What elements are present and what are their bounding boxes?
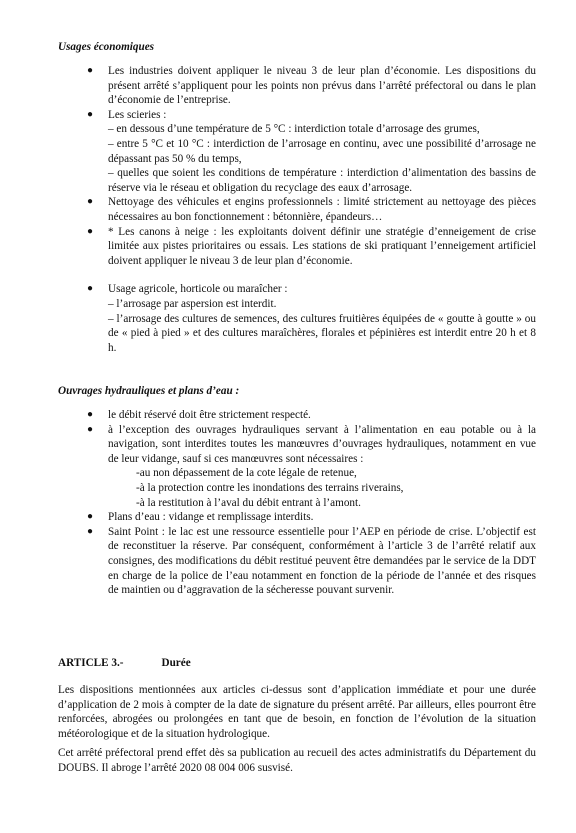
bullet-icon: ● [87,225,94,237]
list-item-canons-neige: ● * Les canons à neige : les exploitants doivent définir une stratégie d’enneigement de crise limitée aux pistes prioritaires ou essais. Les stations de ski pratiquant l’enneigement artificiel doivent appliquer le niveau 3 de leur plan d’économie. [87,225,536,267]
article-number: ARTICLE 3.- [58,657,124,669]
list-item-saint-point: ● Saint Point : le lac est une ressource essentielle pour l’AEP en période de crise. L’objectif est de reconstituer la réserve. Par conséquent, conformément à l’article 3 de l’arrêté relatif aux consignes, des modifications du débit restitué peuvent être demandées par le service de la DDT en charge de la police de l’eau notamment en fonction de la période de l’année et des risques de maintien ou d’aggravation de la sécheresse pouvant survenir. [87,525,536,597]
list-item-plans-eau: ● Plans d’eau : vidange et remplissage interdits. [87,511,314,524]
list-item-scieries: ● Les scieries : – en dessous d’une température de 5 °C : interdiction totale d’arrosage des grumes, – entre 5 °C et 10 °C : interdiction de l’arrosage en continu, avec une possibilité d’arrosage ne dépassant pas 50 % du temps, – quelles que soient les conditions de température : interdiction d’alimentation des bassins de réserve via le réseau et obligation du recyclage des eaux d’arrosage. [87,108,536,194]
article-paragraph-1: Les dispositions mentionnées aux articles ci-dessus sont d’application immédiate et pour une durée d’application de 2 mois à compter de la date de signature du présent arrêté. Par ailleurs, elles pourront être renforcées, abrogées ou prolongées en tant que de besoin, en fonction de l’évolution de la situation météorologique et de la situation hydrologique. [58,684,536,740]
list-item-industries: ● Les industries doivent appliquer le niveau 3 de leur plan d’économie. Les dispositions du présent arrêté s’appliquent pour les points non prévus dans l’arrêté préfectoral ou dans le plan d’économie de l’entreprise. [87,65,536,107]
bullet-icon: ● [87,525,94,537]
article-paragraph-2: Cet arrêté préfectoral prend effet dès sa publication au recueil des actes administratifs du Département du DOUBS. Il abroge l’arrêté 2020 08 004 006 susvisé. [58,747,536,774]
article-heading [58,656,191,671]
usages-list [58,64,536,355]
bullet-icon: ● [87,108,94,120]
bullet-icon: ● [87,283,94,295]
article-title: Durée [161,657,191,669]
bullet-icon: ● [87,65,94,76]
bullet-icon: ● [87,423,94,435]
bullet-icon: ● [87,196,94,208]
bullet-icon: ● [87,511,94,523]
list-item-agricole: ● Usage agricole, horticole ou maraîcher : – l’arrosage par aspersion est interdit. – l’arrosage des cultures de semences, des cultures fruitières équipées de « goutte à goutte » ou de « pied à pied » et des cultures maraîchères, florales et pépinières est interdit entre 20 h et 8 h. [87,283,536,354]
bullet-icon: ● [87,409,94,420]
list-item-manoeuvres: ● à l’exception des ouvrages hydrauliques servant à l’alimentation en eau potable ou à la navigation, sont interdites toutes les manœuvres d’ouvrages hydrauliques, notamment en vue de leur vidange, sauf si ces manœuvres sont nécessaires : -au non dépassement de la cote légale de retenue, -à la protection contre les inondations des terrains riverains, -à la restitution à l’aval du débit entrant à l’amont. [87,423,536,509]
list-item-nettoyage: ● Nettoyage des véhicules et engins professionnels : limité strictement au nettoyage des pièces nécessaires au bon fonctionnement : bétonnière, épandeurs… [87,196,536,223]
section-heading-ouvrages: Ouvrages hydrauliques et plans d’eau : [58,385,240,397]
section-heading-usages: Usages économiques [58,41,155,53]
ouvrages-list [58,408,536,598]
list-item-debit-reserve: ● le débit réservé doit être strictement respecté. [87,409,311,421]
